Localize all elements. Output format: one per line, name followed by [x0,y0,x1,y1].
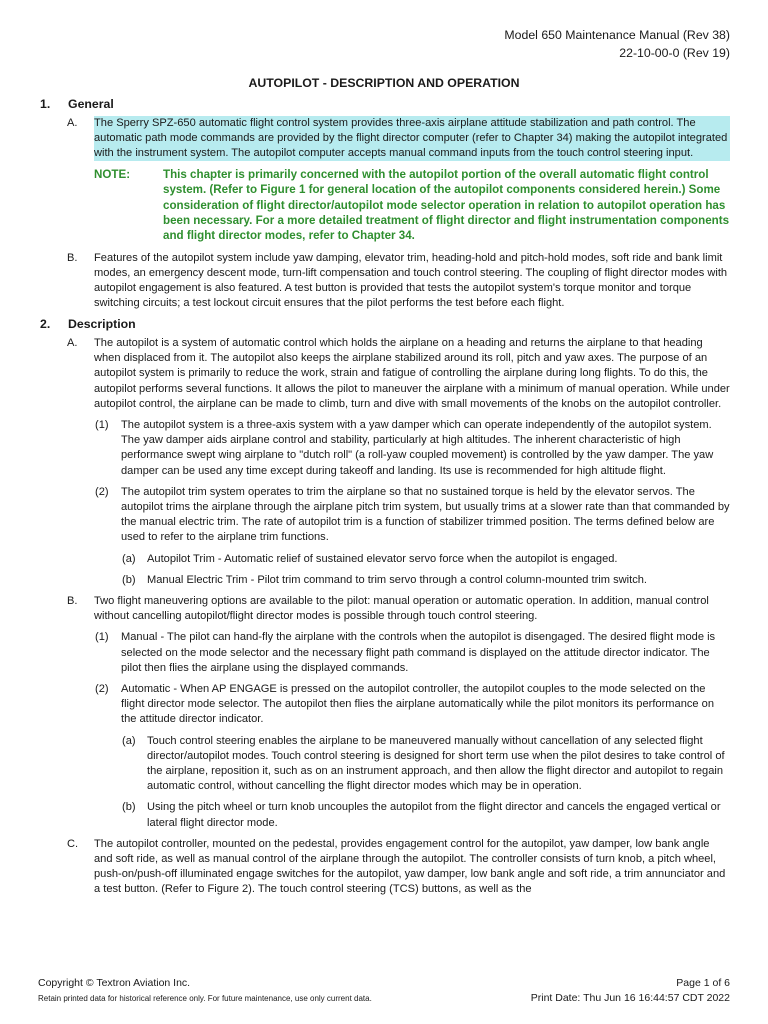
highlighted-text: The Sperry SPZ-650 automatic flight control system provides three-axis airplane attitude stabilization and path control. The automatic path mode commands are provided by the flight director computer (refer to Chapter 34) making the autopilot integrated with the instrument system. The autopilot computer accepts manual command inputs from the touch control steering input. [94,116,730,162]
page-title: AUTOPILOT - DESCRIPTION AND OPERATION [248,76,520,90]
section-title: General [68,97,114,111]
section-number: 1. [40,97,51,111]
paragraph-text: Autopilot Trim - Automatic relief of sustained elevator servo force when the autopilot is engaged. [147,552,618,565]
paragraph-label: B. [67,251,78,264]
paragraph-text: Manual - The pilot can hand-fly the airplane with the controls when the autopilot is disengaged. The desired flight mode is selected on the mode selector and the necessary flight path command is displayed on the attitude director indicator. The pilot then flies the airplane using the displayed commands. [121,631,716,674]
paragraph-2b-2 [0,682,768,728]
page-number: Page 1 of 6 [676,977,730,989]
paragraph-text: The autopilot is a system of automatic control which holds the airplane on a heading and returns the airplane to that heading when displaced from it. The autopilot also keeps the airplane stabilized around its roll, pitch and yaw axes. The purpose of an autopilot system is primarily to reduce the work, strain and fatigue of controlling the airplane during long flights. To do this, the autopilot performs several functions. It allows the pilot to maneuver the airplane with a minimum of manual operation. While under autopilot control, the airplane can be made to climb, turn and dive with small movements of the knobs on the autopilot controller. [94,336,730,410]
section-general-heading [0,97,768,113]
note-label: NOTE: [94,168,131,182]
paragraph-label: (1) [95,631,109,644]
paragraph-text: Touch control steering enables the airplane to be maneuvered manually without cancellation of any selected flight director/autopilot modes. Touch control steering is designed for short term use when the pilot desires to take control of the airplane, reposition it, such as on an instrument approach, and then allow the flight director and autopilot to regain automatic control, without cancelling the flight director modes which may be in operation. [147,734,725,793]
paragraph-1a [0,116,768,162]
paragraph-2a [0,336,768,412]
paragraph-2b-1 [0,630,768,676]
section-description-heading [0,317,768,333]
copyright-text: Copyright © Textron Aviation Inc. [38,977,191,989]
paragraph-label: (b) [122,801,136,814]
note-block [0,167,768,243]
paragraph-label: (1) [95,418,109,431]
paragraph-label: A. [67,116,78,129]
section-number: 2. [40,317,51,332]
paragraph-text: Two flight maneuvering options are available to the pilot: manual operation or automatic operation. In addition, manual control without cancelling autopilot/flight director modes is possible through touch control steering. [94,594,709,623]
paragraph-text: Using the pitch wheel or turn knob uncouples the autopilot from the flight director and cancels the engaged vertical or lateral flight director mode. [147,801,721,829]
paragraph-label: (2) [95,682,109,695]
paragraph-2a-2 [0,485,768,546]
paragraph-label: A. [67,336,78,349]
paragraph-text: The autopilot system is a three-axis system with a yaw damper which can operate independently of the autopilot system. The yaw damper aids airplane control and stability, particularly at high altitudes. The inherent characteristic of high performance swept wing airplane to "dutch roll" (a roll-yaw coupled movement) is controlled by the yaw damper. The yaw damper can be used any time except during takeoff and landing. Its use is recommended for high altitude flight. [121,418,714,477]
paragraph-label: (a) [122,734,136,747]
retain-notice: Retain printed data for historical reference only. For future maintenance, use only current data. [38,994,372,1003]
paragraph-2a-2-b [0,573,768,588]
section-title: Description [68,317,136,332]
print-date: Print Date: Thu Jun 16 16:44:57 CDT 2022 [530,992,730,1004]
manual-revision: Model 650 Maintenance Manual (Rev 38) [504,28,730,42]
paragraph-2a-1 [0,418,768,479]
paragraph-2c [0,837,768,898]
paragraph-label: (2) [95,485,109,498]
footer-left [38,976,372,1006]
paragraph-label: B. [67,594,78,607]
paragraph-label: (a) [122,552,136,565]
note-text: This chapter is primarily concerned with the autopilot portion of the overall automatic flight control system. (Refer to Figure 1 for general location of the autopilot components considered herein.) Some consideration of flight director/autopilot mode selector operation in relation to autopilot operation has been necessary. For a more detailed treatment of flight director and flight instrumentation components and flight director modes, refer to Chapter 34. [163,168,730,243]
paragraph-2b-2-a [0,734,768,795]
paragraph-text: Manual Electric Trim - Pilot trim command to trim servo through a control column-mounted trim switch. [147,573,647,586]
paragraph-label: (b) [122,573,136,586]
paragraph-text: Features of the autopilot system include yaw damping, elevator trim, heading-hold and pitch-hold modes, soft ride and bank limit modes, an emergency descent mode, turn-lift compensation and touch control steering. The coupling of flight director modes with autopilot engagement is also featured. A test button is provided that tests the autopilot system's torque monitor and torque switching circuits; a test lockout circuit ensures that the pilot performs the test before each flight. [94,251,728,310]
document-body [0,95,768,904]
paragraph-label: C. [67,837,79,850]
paragraph-text: The autopilot trim system operates to trim the airplane so that no sustained torque is held by the elevator servos. The autopilot trims the airplane through the airplane pitch trim system, but usually trims at a slower rate than that commanded by the manual electric trim. The rate of autopilot trim is a function of stabilizer trimmed position. The terms defined below are used to refer to the airplane trim functions. [121,485,730,544]
document-header [504,26,730,62]
chapter-revision: 22-10-00-0 (Rev 19) [619,46,730,60]
paragraph-text: Automatic - When AP ENGAGE is pressed on the autopilot controller, the autopilot couples to the mode selected on the flight director mode selector. The autopilot then flies the airplane automatically while the pilot monitors its performance on the attitude director indicator. [121,682,715,726]
paragraph-2a-2-a [0,552,768,567]
paragraph-2b-2-b [0,800,768,830]
paragraph-text: The autopilot controller, mounted on the pedestal, provides engagement control for the autopilot, yaw damper, low bank angle and soft ride, as well as manual control of the airplane through the autopilot. The controller consists of turn knob, a pitch wheel, push-on/push-off illuminated engage switches for the autopilot, yaw damper, low bank angle and soft ride, a trim annunciator and a test button. (Refer to Figure 2). The touch control steering (TCS) buttons, as well as the [94,837,726,896]
paragraph-2b [0,594,768,624]
footer-right [531,976,730,1006]
paragraph-1b [0,251,768,312]
